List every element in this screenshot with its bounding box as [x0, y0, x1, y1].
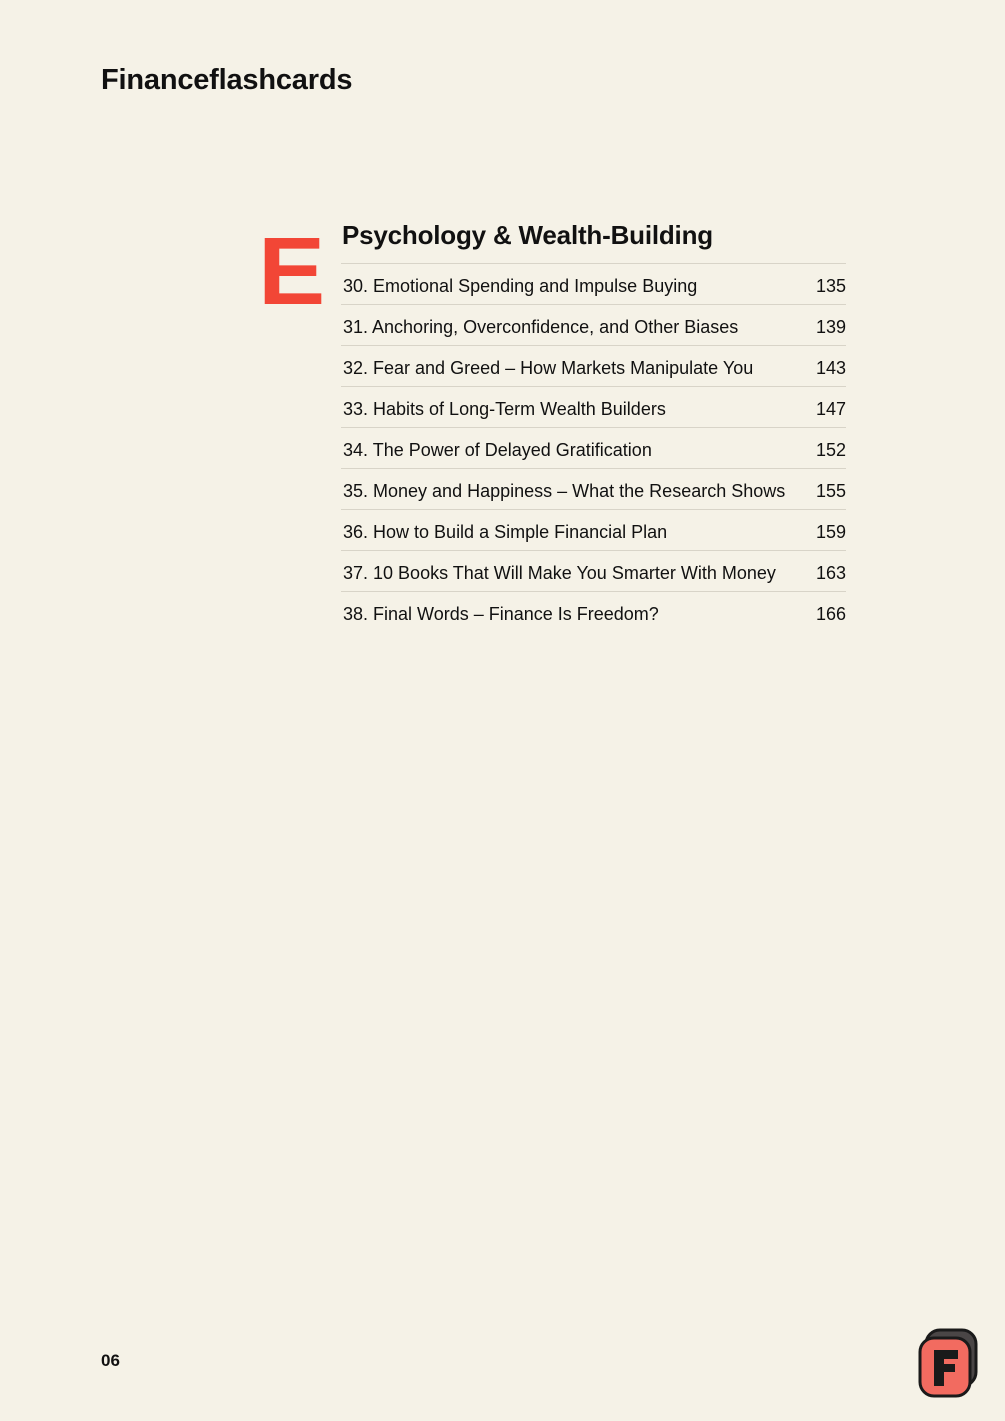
toc-entry-title: 30. Emotional Spending and Impulse Buying	[343, 276, 698, 296]
toc-row[interactable]	[341, 551, 846, 592]
toc-entry-title: 37. 10 Books That Will Make You Smarter With Money	[343, 563, 776, 583]
toc-entry-page: 147	[815, 399, 846, 419]
toc-row[interactable]	[341, 305, 846, 346]
brand-title: Financeflashcards	[101, 64, 353, 96]
toc-row[interactable]	[341, 346, 846, 387]
toc-entry-title: 38. Final Words – Finance Is Freedom?	[343, 604, 659, 624]
toc-entry-title: 36. How to Build a Simple Financial Plan	[343, 522, 668, 542]
toc-entry-page: 143	[815, 358, 846, 378]
toc-row[interactable]	[341, 510, 846, 551]
toc-entry-page: 152	[815, 440, 846, 460]
toc-entry-title: 34. The Power of Delayed Gratification	[343, 440, 652, 460]
toc-entry-page: 159	[815, 522, 846, 542]
toc-entry-page: 135	[815, 276, 846, 296]
table-of-contents	[341, 263, 846, 632]
toc-row[interactable]	[341, 387, 846, 428]
toc-row[interactable]	[341, 428, 846, 469]
toc-entry-title: 31. Anchoring, Overconfidence, and Other Biases	[343, 317, 739, 337]
brand-logo-icon	[916, 1326, 980, 1398]
section-letter: E	[258, 218, 326, 325]
toc-row[interactable]	[341, 264, 846, 305]
toc-entry-page: 155	[815, 481, 846, 501]
page-number: 06	[101, 1351, 120, 1370]
toc-entry-page: 166	[815, 604, 846, 624]
toc-entry-page: 139	[815, 317, 846, 337]
toc-entry-title: 35. Money and Happiness – What the Research Shows	[343, 481, 786, 501]
section-title: Psychology & Wealth-Building	[342, 220, 713, 250]
toc-entry-title: 33. Habits of Long-Term Wealth Builders	[343, 399, 666, 419]
toc-row[interactable]	[341, 592, 846, 632]
toc-row[interactable]	[341, 469, 846, 510]
toc-entry-title: 32. Fear and Greed – How Markets Manipulate You	[343, 358, 754, 378]
toc-entry-page: 163	[815, 563, 846, 583]
